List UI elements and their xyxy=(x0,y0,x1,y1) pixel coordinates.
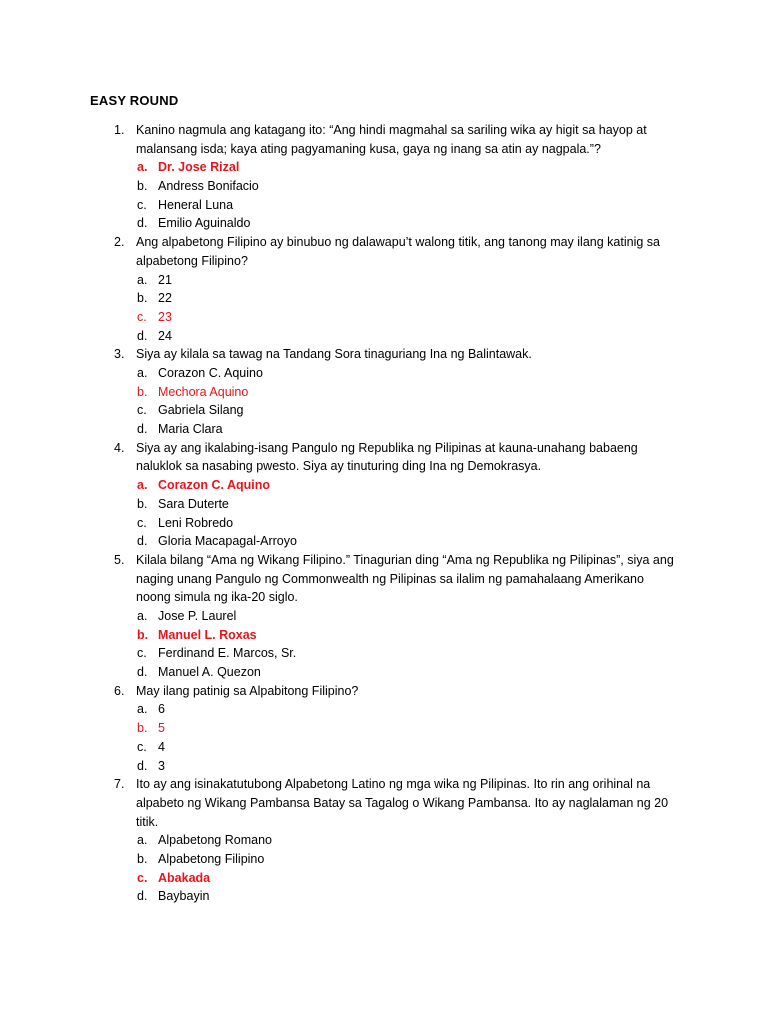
question-list xyxy=(0,121,768,906)
option-text: 6 xyxy=(158,702,165,717)
question-number: 7. xyxy=(114,777,125,792)
option-letter: d. xyxy=(137,534,148,549)
question-number: 4. xyxy=(114,440,125,455)
page-title: EASY ROUND xyxy=(90,93,179,108)
option-letter: b. xyxy=(137,627,149,642)
option-text: Jose P. Laurel xyxy=(158,609,237,624)
option-item xyxy=(0,420,768,439)
option-text: Abakada xyxy=(158,870,211,885)
option-letter: b. xyxy=(137,291,148,306)
option-letter: d. xyxy=(137,328,148,343)
option-item xyxy=(0,532,768,551)
option-item xyxy=(0,831,768,850)
option-text: 22 xyxy=(158,291,172,306)
option-list xyxy=(0,476,768,551)
option-letter: b. xyxy=(137,721,148,736)
option-text: Andress Bonifacio xyxy=(158,179,259,194)
option-letter: a. xyxy=(137,702,148,717)
option-item xyxy=(0,196,768,215)
option-letter: d. xyxy=(137,216,148,231)
option-item xyxy=(0,289,768,308)
option-text: Sara Duterte xyxy=(158,496,229,511)
option-text: 21 xyxy=(158,272,172,287)
option-text: Mechora Aquino xyxy=(158,384,249,399)
question-text: Kilala bilang “Ama ng Wikang Filipino.” Tinagurian ding “Ama ng Republika ng Pilipinas”, siya ang naging unang Pangulo ng Commonwealth ng Pilipinas sa ilalim ng pamahalaang Amerikano noong simula ng ika-20 siglo. xyxy=(136,552,674,605)
question-number: 2. xyxy=(114,235,125,250)
question-number: 6. xyxy=(114,683,125,698)
option-letter: d. xyxy=(137,889,148,904)
option-item xyxy=(0,327,768,346)
option-letter: c. xyxy=(137,870,148,885)
option-item xyxy=(0,663,768,682)
option-item xyxy=(0,271,768,290)
option-letter: b. xyxy=(137,852,148,867)
option-text: Manuel A. Quezon xyxy=(158,665,261,680)
option-list xyxy=(0,158,768,233)
option-item xyxy=(0,757,768,776)
option-item xyxy=(0,607,768,626)
option-letter: c. xyxy=(137,197,147,212)
option-list xyxy=(0,364,768,439)
question-number: 5. xyxy=(114,552,125,567)
question-number: 3. xyxy=(114,347,125,362)
option-letter: c. xyxy=(137,739,147,754)
option-text: Gabriela Silang xyxy=(158,403,244,418)
option-letter: b. xyxy=(137,384,148,399)
option-item xyxy=(0,495,768,514)
question-item xyxy=(0,345,768,438)
question-number: 1. xyxy=(114,123,125,137)
option-text: Ferdinand E. Marcos, Sr. xyxy=(158,646,297,661)
option-text: Corazon C. Aquino xyxy=(158,366,263,381)
option-letter: a. xyxy=(137,478,148,493)
question-item xyxy=(0,439,768,551)
option-text: Manuel L. Roxas xyxy=(158,627,257,642)
option-item-correct xyxy=(0,476,768,495)
option-letter: d. xyxy=(137,758,148,773)
option-text: 5 xyxy=(158,721,165,736)
option-item xyxy=(0,700,768,719)
option-item xyxy=(0,401,768,420)
option-text: 24 xyxy=(158,328,172,343)
option-text: 3 xyxy=(158,758,165,773)
option-item xyxy=(0,644,768,663)
option-letter: d. xyxy=(137,422,148,437)
option-letter: c. xyxy=(137,403,147,418)
option-letter: c. xyxy=(137,515,147,530)
question-text: Kanino nagmula ang katagang ito: “Ang hindi magmahal sa sariling wika ay higit sa hayop at malansang isda; kaya ating pagyamaning kusa, gaya ng inang sa atin ay nagpala.”? xyxy=(136,123,647,156)
option-letter: a. xyxy=(137,366,148,381)
option-letter: b. xyxy=(137,179,148,194)
option-text: Emilio Aguinaldo xyxy=(158,216,251,231)
option-item xyxy=(0,214,768,233)
option-letter: b. xyxy=(137,496,148,511)
option-text: 23 xyxy=(158,309,172,324)
option-letter: a. xyxy=(137,833,148,848)
option-item-correct xyxy=(0,719,768,738)
option-letter: a. xyxy=(137,160,148,175)
option-letter: d. xyxy=(137,665,148,680)
option-list xyxy=(0,607,768,682)
question-item xyxy=(0,551,768,682)
option-letter: c. xyxy=(137,309,147,324)
question-text: May ilang patinig sa Alpabitong Filipino? xyxy=(136,683,359,698)
option-text: Maria Clara xyxy=(158,422,223,437)
option-letter: c. xyxy=(137,646,147,661)
option-text: Gloria Macapagal-Arroyo xyxy=(158,534,297,549)
option-text: Leni Robredo xyxy=(158,515,234,530)
option-text: Heneral Luna xyxy=(158,197,234,212)
option-item xyxy=(0,177,768,196)
option-text: Alpabetong Romano xyxy=(158,833,272,848)
option-letter: a. xyxy=(137,272,148,287)
option-item-correct xyxy=(0,869,768,888)
question-text: Ito ay ang isinakatutubong Alpabetong Latino ng mga wika ng Pilipinas. Ito rin ang orihinal na alpabeto ng Wikang Pambansa Batay sa Tagalog o Wikang Pambansa. Ito ay naglalaman ng 20 titik. xyxy=(136,777,669,829)
option-list xyxy=(0,700,768,775)
option-list xyxy=(0,831,768,906)
option-text: Dr. Jose Rizal xyxy=(158,160,240,175)
option-item xyxy=(0,850,768,869)
question-text: Siya ay ang ikalabing-isang Pangulo ng Republika ng Pilipinas at kauna-unahang babaeng naluklok sa nasabing pwesto. Siya ay tinuturing ding Ina ng Demokrasya. xyxy=(136,440,638,474)
option-item xyxy=(0,738,768,757)
option-item-correct xyxy=(0,626,768,645)
question-item xyxy=(0,682,768,775)
option-item xyxy=(0,514,768,533)
question-item xyxy=(0,121,768,233)
option-item-correct xyxy=(0,158,768,177)
option-item-correct xyxy=(0,383,768,402)
question-text: Ang alpabetong Filipino ay binubuo ng dalawapu’t walong titik, ang tanong may ilang katinig sa alpabetong Filipino? xyxy=(136,235,660,268)
option-text: Alpabetong Filipino xyxy=(158,852,265,867)
question-item xyxy=(0,775,768,906)
option-item-correct xyxy=(0,308,768,327)
option-text: Corazon C. Aquino xyxy=(158,478,271,493)
question-item xyxy=(0,233,768,345)
question-text: Siya ay kilala sa tawag na Tandang Sora tinaguriang Ina ng Balintawak. xyxy=(136,347,532,362)
option-item xyxy=(0,887,768,906)
option-item xyxy=(0,364,768,383)
option-list xyxy=(0,271,768,346)
option-text: 4 xyxy=(158,739,165,754)
option-letter: a. xyxy=(137,609,148,624)
option-text: Baybayin xyxy=(158,889,210,904)
